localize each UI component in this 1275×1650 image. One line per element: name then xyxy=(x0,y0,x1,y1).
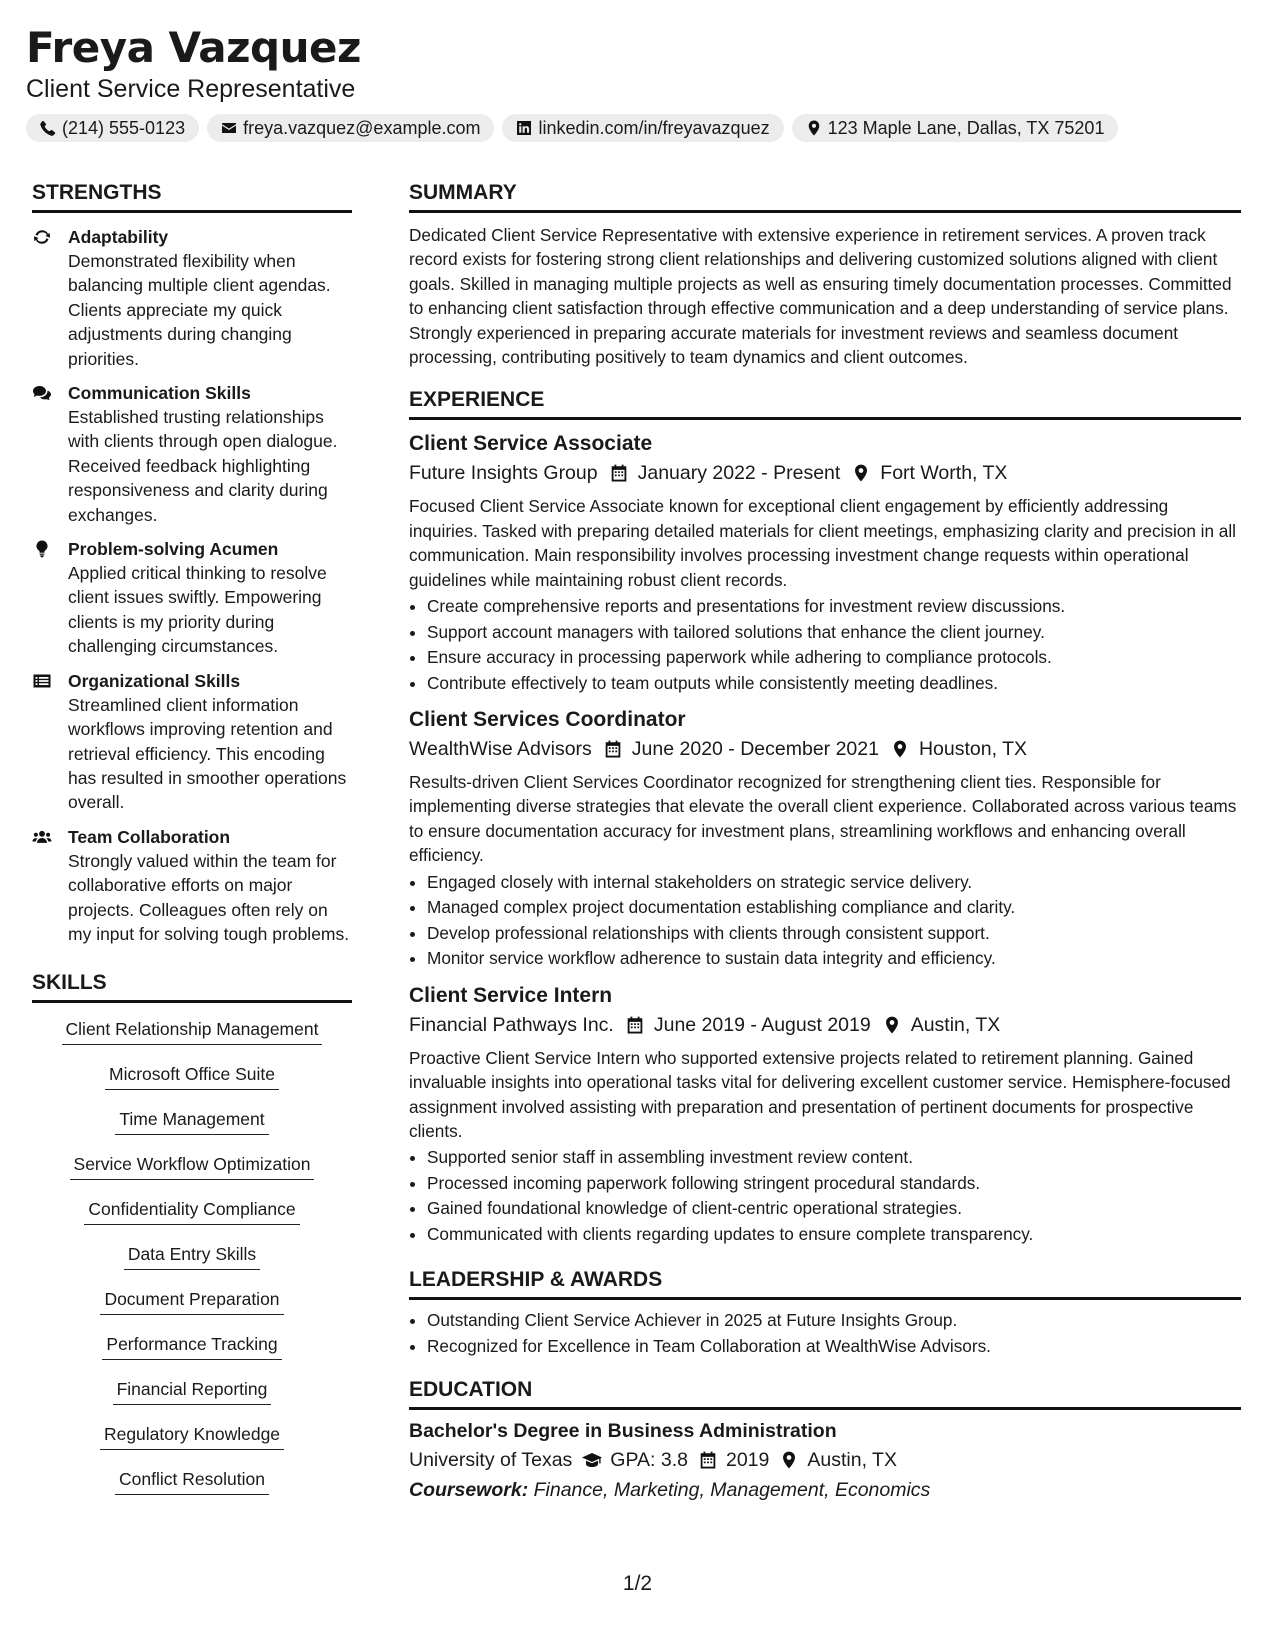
list-item: • Supported senior staff in assembling investment review content. xyxy=(427,1145,1241,1171)
calendar-icon xyxy=(698,1451,718,1469)
street-address: 123 Maple Lane, Dallas, TX 75201 xyxy=(827,117,1105,138)
job-meta xyxy=(409,1010,1241,1040)
map-pin-icon xyxy=(779,1451,799,1469)
strength-item xyxy=(32,225,352,371)
page-indicator: 1/2 xyxy=(622,1572,653,1595)
users-icon xyxy=(32,828,52,846)
job-description: Proactive Client Service Intern who supported extensive projects related to retirement planning. Gained invaluable insights into operational tasks vital for delivering excellent customer service. Hemisphere-focused assignment involved assisting with preparation and presentation of pertinent documents for prospective clients. xyxy=(409,1047,1231,1141)
job-meta xyxy=(409,734,1241,764)
phone-number: (214) 555-0123 xyxy=(62,117,186,138)
strength-description: Established trusting relationships with clients through open dialogue. Received feedback highlighting responsiveness and clarity during exchanges. xyxy=(68,407,338,525)
map-pin-icon xyxy=(806,120,822,136)
strength-description: Applied critical thinking to resolve client issues swiftly. Empowering clients is my priority during challenging circumstances. xyxy=(68,563,327,657)
job-title: Client Services Coordinator xyxy=(409,708,686,732)
list-icon xyxy=(32,672,52,690)
skill-tag: Service Workflow Optimization xyxy=(70,1152,315,1180)
list-item: • Communicated with clients regarding updates to ensure complete transparency. xyxy=(427,1222,1241,1248)
list-item: • Monitor service workflow adherence to sustain data integrity and efficiency. xyxy=(427,946,1241,972)
strength-description: Demonstrated flexibility when balancing multiple client agendas. Clients appreciate my quick adjustments during changing priorities. xyxy=(68,251,331,369)
list-item: • Recognized for Excellence in Team Collaboration at WealthWise Advisors. xyxy=(427,1334,1241,1360)
contact-bar xyxy=(26,114,1249,142)
coursework-list: Finance, Marketing, Management, Economics xyxy=(533,1479,931,1502)
leadership-list xyxy=(409,1308,1241,1359)
skill-tag: Confidentiality Compliance xyxy=(84,1197,299,1225)
resume-header xyxy=(26,22,1249,142)
gpa: GPA: 3.8 xyxy=(610,1449,688,1472)
job-dates: June 2019 - August 2019 xyxy=(653,1013,871,1036)
map-pin-icon xyxy=(852,464,870,482)
strength-item xyxy=(32,537,352,659)
strength-title: Communication Skills xyxy=(68,383,251,404)
job-title: Client Service Intern xyxy=(409,983,613,1007)
envelope-icon xyxy=(221,120,237,136)
graduation-cap-icon xyxy=(582,1451,602,1469)
job-location: Fort Worth, TX xyxy=(880,462,1008,485)
strength-title: Team Collaboration xyxy=(68,826,231,847)
job-description: Focused Client Service Associate known for exceptional client engagement by efficiently addressing inquiries. Tasked with preparing detailed materials for client meetings, emphasizing clarity and precision in all communication. Main responsibility involves processing investment change requests within operational guidelines while maintaining robust client records. xyxy=(409,496,1237,590)
linkedin-icon xyxy=(516,120,532,136)
job-meta xyxy=(409,458,1241,488)
strength-item xyxy=(32,825,352,947)
coursework xyxy=(409,1475,1241,1505)
contact-email[interactable] xyxy=(207,114,494,142)
job-title: Client Service Associate xyxy=(409,432,653,456)
company-name: Financial Pathways Inc. xyxy=(409,1013,614,1036)
school-location: Austin, TX xyxy=(807,1449,897,1472)
degree-title: Bachelor's Degree in Business Administration xyxy=(409,1420,837,1443)
list-item: • Contribute effectively to team outputs while consistently meeting deadlines. xyxy=(427,671,1241,697)
experience-heading: EXPERIENCE xyxy=(409,385,1241,420)
skill-tag: Client Relationship Management xyxy=(62,1017,323,1045)
strength-item xyxy=(32,669,352,815)
list-item: • Support account managers with tailored solutions that enhance the client journey. xyxy=(427,620,1241,646)
strengths-heading: STRENGTHS xyxy=(32,178,352,213)
skill-tag: Financial Reporting xyxy=(113,1377,272,1405)
list-item: • Develop professional relationships with clients through consistent support. xyxy=(427,921,1241,947)
strength-description: Strongly valued within the team for collaborative efforts on major projects. Colleagues often rely on my input for solving tough problems. xyxy=(68,850,350,944)
skills-heading: SKILLS xyxy=(32,968,352,1003)
company-name: WealthWise Advisors xyxy=(409,738,592,761)
contact-phone[interactable] xyxy=(26,114,199,142)
job-entry xyxy=(409,982,1241,1248)
strength-title: Organizational Skills xyxy=(68,670,241,691)
contact-linkedin[interactable] xyxy=(502,114,783,142)
map-pin-icon xyxy=(891,740,909,758)
list-item: • Gained foundational knowledge of client-centric operational strategies. xyxy=(427,1196,1241,1222)
summary-text: Dedicated Client Service Representative with extensive experience in retirement services. A proven track record exists for fostering strong client relationships and delivering customized solutions aligned with client goals. Skilled in managing multiple projects as well as ensuring timely documentation processes. Committed to enhancing client satisfaction through effective communication and a deep understanding of service plans. Strongly experienced in preparing accurate materials for investment reviews and seamless document processing, contributing positively to team dynamics and client outcomes. xyxy=(409,225,1232,368)
skill-tag: Time Management xyxy=(115,1107,268,1135)
coursework-label: Coursework: xyxy=(409,1479,529,1502)
strength-title: Problem-solving Acumen xyxy=(68,539,279,560)
job-bullets xyxy=(409,1145,1241,1247)
job-bullets xyxy=(409,594,1241,696)
strength-description: Streamlined client information workflows improving retention and retrieval efficiency. This encoding has resulted in smoother operations overall. xyxy=(68,694,347,813)
job-location: Houston, TX xyxy=(918,738,1027,761)
list-item: • Ensure accuracy in processing paperwork while adhering to compliance protocols. xyxy=(427,645,1241,671)
job-location: Austin, TX xyxy=(910,1013,1001,1036)
chat-bubbles-icon xyxy=(32,384,52,402)
list-item: • Outstanding Client Service Achiever in 2025 at Future Insights Group. xyxy=(427,1308,1241,1334)
contact-address xyxy=(792,114,1119,142)
graduation-year: 2019 xyxy=(725,1449,770,1472)
company-name: Future Insights Group xyxy=(409,462,598,485)
lightbulb-icon xyxy=(32,540,52,558)
skill-tag: Performance Tracking xyxy=(102,1332,281,1360)
candidate-name: Freya Vazquez xyxy=(26,23,361,72)
calendar-icon xyxy=(610,464,628,482)
job-entry xyxy=(409,430,1241,696)
job-entry xyxy=(409,706,1241,972)
skill-tag: Regulatory Knowledge xyxy=(100,1422,284,1450)
right-column xyxy=(409,178,1241,1505)
skill-tag: Conflict Resolution xyxy=(115,1467,269,1495)
linkedin-url: linkedin.com/in/freyavazquez xyxy=(538,117,770,138)
education-heading: EDUCATION xyxy=(409,1375,1241,1410)
school-name: University of Texas xyxy=(409,1449,573,1472)
list-item: • Create comprehensive reports and presentations for investment review discussions. xyxy=(427,594,1241,620)
email-address: freya.vazquez@example.com xyxy=(243,117,481,138)
skill-tag: Data Entry Skills xyxy=(124,1242,260,1270)
phone-icon xyxy=(40,120,56,136)
sync-icon xyxy=(32,228,52,246)
calendar-icon xyxy=(626,1016,644,1034)
skill-tag: Document Preparation xyxy=(100,1287,283,1315)
education-meta xyxy=(409,1445,1241,1475)
job-description: Results-driven Client Services Coordinator recognized for strengthening client ties. Responsible for implementing diverse strategies that elevate the overall client experience. Collaborated across various teams to ensure documentation accuracy for investment plans, streamlining workflows and enhancing overall efficiency. xyxy=(409,772,1237,866)
candidate-title: Client Service Representative xyxy=(26,75,356,103)
map-pin-icon xyxy=(883,1016,901,1034)
list-item: • Processed incoming paperwork following stringent procedural standards. xyxy=(427,1171,1241,1197)
left-column xyxy=(32,178,352,1512)
skill-tag: Microsoft Office Suite xyxy=(105,1062,279,1090)
job-dates: June 2020 - December 2021 xyxy=(631,738,879,761)
job-dates: January 2022 - Present xyxy=(637,462,841,485)
strength-item xyxy=(32,381,352,527)
list-item: • Engaged closely with internal stakeholders on strategic service delivery. xyxy=(427,870,1241,896)
skills-list xyxy=(32,1017,352,1512)
job-bullets xyxy=(409,870,1241,972)
strength-title: Adaptability xyxy=(68,227,169,247)
summary-heading: SUMMARY xyxy=(409,178,1241,213)
leadership-heading: LEADERSHIP & AWARDS xyxy=(409,1265,1241,1300)
list-item: • Managed complex project documentation establishing compliance and clarity. xyxy=(427,895,1241,921)
calendar-icon xyxy=(604,740,622,758)
